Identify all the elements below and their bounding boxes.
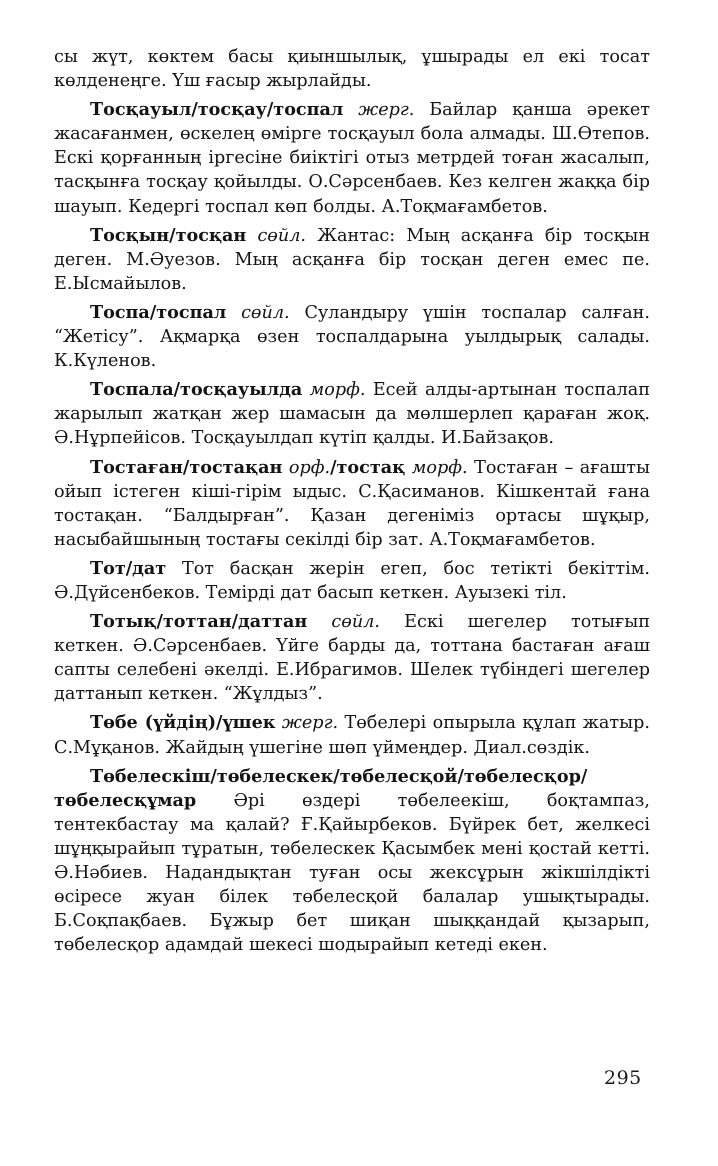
- dictionary-entry: [54, 224, 650, 296]
- dictionary-entry: [54, 98, 650, 218]
- dictionary-page: [54, 45, 650, 962]
- entry-headword: Тосқын/тосқан: [90, 224, 247, 246]
- dictionary-entry: [54, 765, 650, 958]
- entry-headword: Тотық/тоттан/даттан: [90, 611, 308, 633]
- entry-text: Суландыру үшін тоспалар салған. “Жетісу”. Ақмарқа өзен тоспалдарына уылдырық салады. К.Күленов.: [54, 302, 650, 372]
- entry-text: сы жүт, көктем басы қиыншылық, ұшырады ел екі тосат көлденеңге. Үш ғасыр жырлайды.: [54, 47, 650, 92]
- entry-text: Жантас: Мың асқанға бір тосқын деген. М.Әуезов. Мың асқанға бір тосқан деген емес пе. Е.Ысмайылов.: [54, 225, 651, 294]
- entry-headword: Тоспа/тоспал: [90, 301, 227, 323]
- entry-label: сөйл.: [241, 302, 290, 323]
- entry-label: жерг.: [281, 713, 339, 734]
- entry-continuation: [54, 45, 650, 93]
- entry-headword: Тосқауыл/тосқау/тоспал: [90, 99, 344, 121]
- dictionary-entry: [54, 711, 650, 759]
- entry-text: Ескі шегелер тотығып кеткен. Ә.Сәрсенбаев. Үйге барды да, тоттана бастаған ағаш сапты селебені әкелді. Е.Ибрагимов. Шелек түбіндегі шегелер даттанып кеткен. “Жұлдыз”.: [54, 612, 650, 705]
- entry-text: Тостаған – ағашты ойып істеген кіші-гірім ыдыс. С.Қасиманов. Кішкентай ғана тостақан. “Балдырған”. Қазан дегеніміз ортасы шұқыр, насыбайшының тостағы секілді бір зат. А.Тоқмағамбетов.: [54, 457, 651, 550]
- entry-headword: Тоспала/тосқауылда: [90, 379, 303, 401]
- dictionary-entry: [54, 610, 650, 706]
- dictionary-entry: [54, 557, 650, 605]
- dictionary-entry: [54, 378, 650, 450]
- entry-headword: Төбелескіш/төбелескек/төбелесқой/төбелесқор/төбелесқұмар: [54, 765, 588, 811]
- entry-label-variant: морф.: [411, 457, 468, 478]
- entry-headword: Төбе (үйдің)/үшек: [90, 712, 276, 734]
- dictionary-entry: [54, 301, 650, 373]
- entry-label: орф.: [288, 457, 331, 478]
- entry-headword: Тот/дат: [90, 557, 167, 579]
- entry-headword-variant: /тостақ: [330, 456, 406, 478]
- entry-text: Төбелері опырыла құлап жатыр. С.Мұқанов. Жайдың үшегіне шөп үймеңдер. Диал.сөздік.: [54, 713, 650, 758]
- entry-label: жерг.: [358, 100, 415, 121]
- entry-text: Байлар қанша әрекет жасағанмен, өскелең өмірге тосқауыл бола алмады. Ш.Өтепов. Ескі қорғанның іргесіне биіктігі отыз метрдей тоған жасалып, тасқынға тосқау қойылды. О.Сәрсенбаев. Кез келген жаққа бір шауып. Кедергі тоспал көп болды. А.Тоқмағамбетов.: [54, 100, 651, 217]
- entry-text: Тот басқан жерін егеп, бос тетікті бекіттім. Ә.Дүйсенбеков. Темірді дат басып кеткен. Ауызекі тіл.: [54, 558, 650, 603]
- entry-headword: Тостаған/тостақан: [90, 456, 283, 478]
- page-number: 295: [604, 1067, 642, 1089]
- dictionary-entry: [54, 456, 650, 552]
- entry-label: морф.: [309, 380, 366, 401]
- entry-label: сөйл.: [331, 612, 380, 633]
- entry-text: Есей алды-артынан тоспалап жарылып жатқан жер шамасын да мөлшерлеп қараған жоқ. Ә.Нұрпейісов. Тосқауылдап күтіп қалды. И.Байзақов.: [54, 380, 651, 449]
- entry-label: сөйл.: [257, 225, 307, 246]
- entry-text: Әрі өздері төбелеекіш, боқтампаз, тентекбастау ма қалай? Ғ.Қайырбеков. Бүйрек бет, желкесі шұңқырайып тұратын, төбелескек Қасымбек мені қостай кетті. Ә.Нәбиев. Надандықтан туған осы жексұрын жікшілдікті өсіресе жуан білек төбелесқой балалар ушықтырады. Б.Соқпақбаев. Бұжыр бет шиқан шыққандай қызарып, төбелесқор адамдай шекесі шодырайып кетеді екен.: [54, 790, 650, 956]
